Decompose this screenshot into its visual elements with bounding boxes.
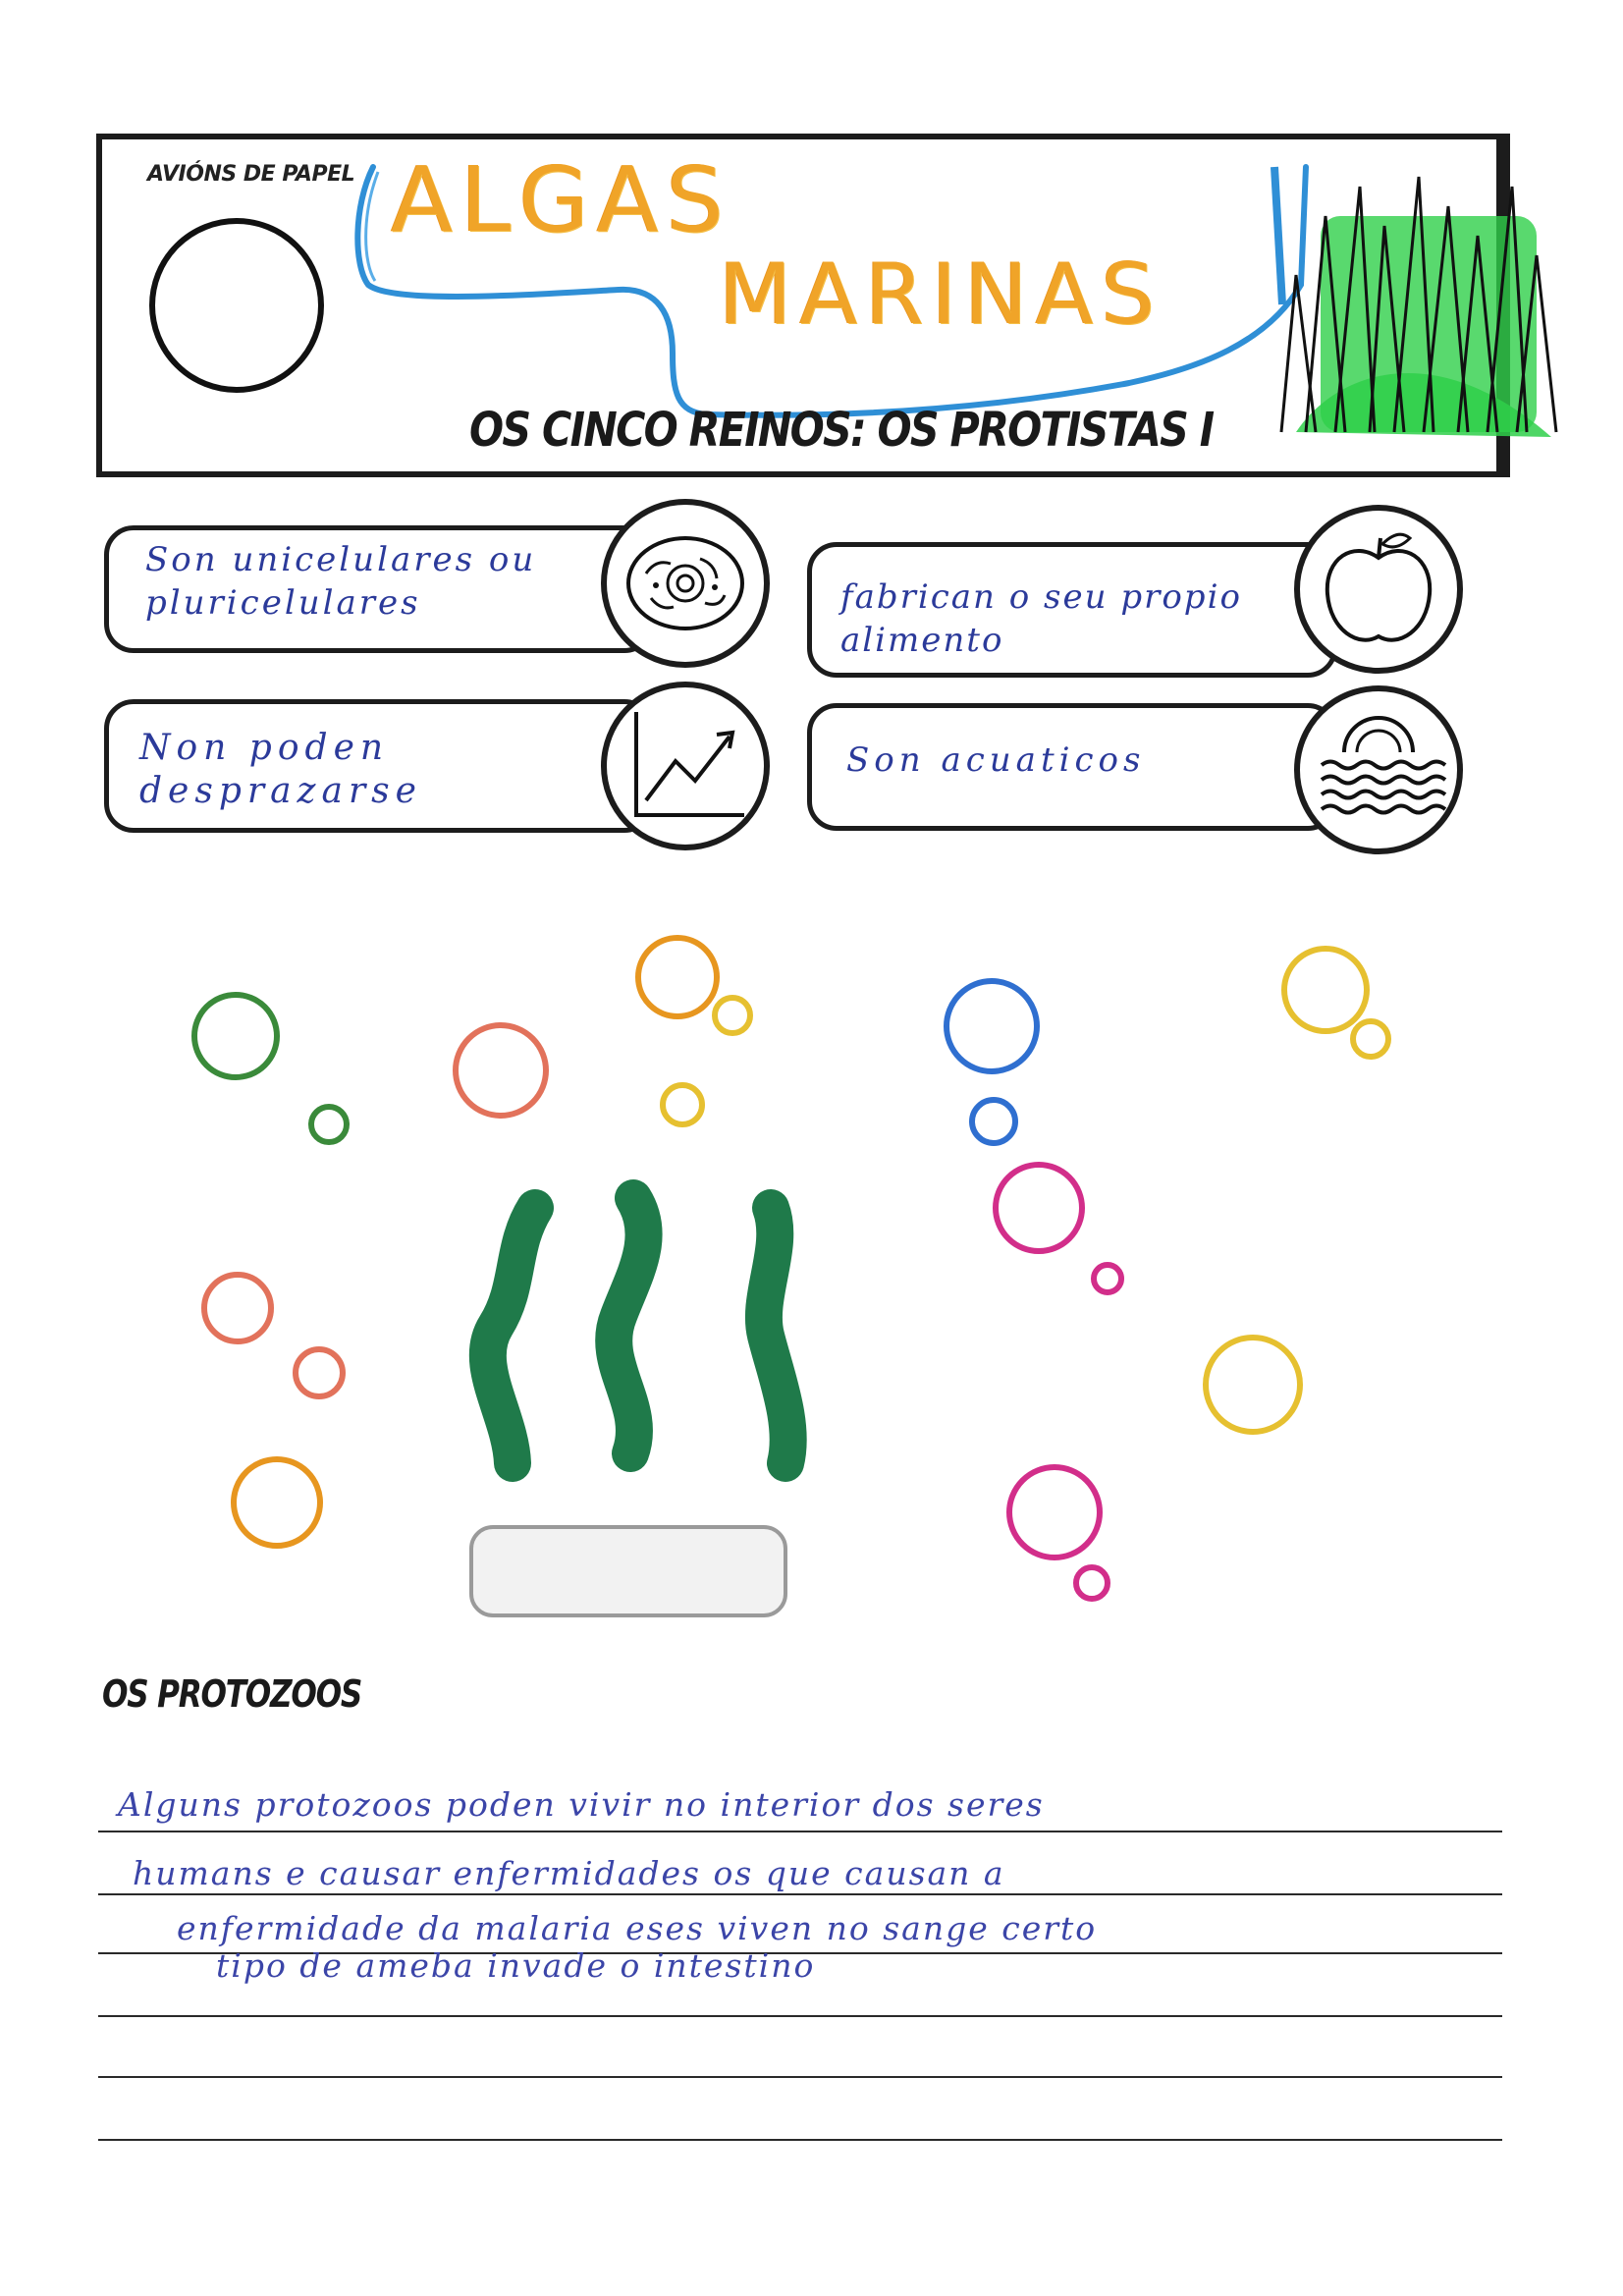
text-line-1: Alguns protozoos poden vivir no interior dos seres [118,1785,1045,1824]
card-aquatic-text: Son acuaticos [846,740,1146,780]
writing-rule [98,2076,1502,2078]
text-line-2: humans e causar enfermidades os que causan a [133,1854,1005,1892]
growth-chart-icon [601,682,770,850]
writing-rule [98,1831,1502,1832]
card-sessile-text: Non poden desprazarse [139,728,422,811]
protist-drawing [147,913,1424,1640]
writing-rule [98,2139,1502,2141]
text-line-4: tipo de ameba invade o intestino [216,1946,816,1985]
page-title: OS CINCO REINOS: OS PROTISTAS I [469,403,1214,458]
card-unicellular-text: Son unicelulares ou pluricelulares [145,540,537,623]
seaweed-grass-icon [1276,157,1571,452]
brand-label: AVIÓNS DE PAPEL [147,162,355,187]
apple-icon [1294,505,1463,674]
blue-crayon-stroke [1265,157,1294,314]
logo-circle [149,218,324,393]
writing-rule [98,2015,1502,2017]
text-line-3: enfermidade da malaria eses viven no sange certo [177,1909,1098,1947]
water-waves-icon [1294,685,1463,854]
title-marinas: MARINAS [719,246,1163,344]
cell-icon [601,499,770,668]
card-autotroph-text: fabrican o seu propio alimento [840,577,1242,660]
title-algas: ALGAS [391,147,731,252]
writing-rule [98,1893,1502,1895]
section-title: OS PROTOZOOS [102,1672,362,1716]
